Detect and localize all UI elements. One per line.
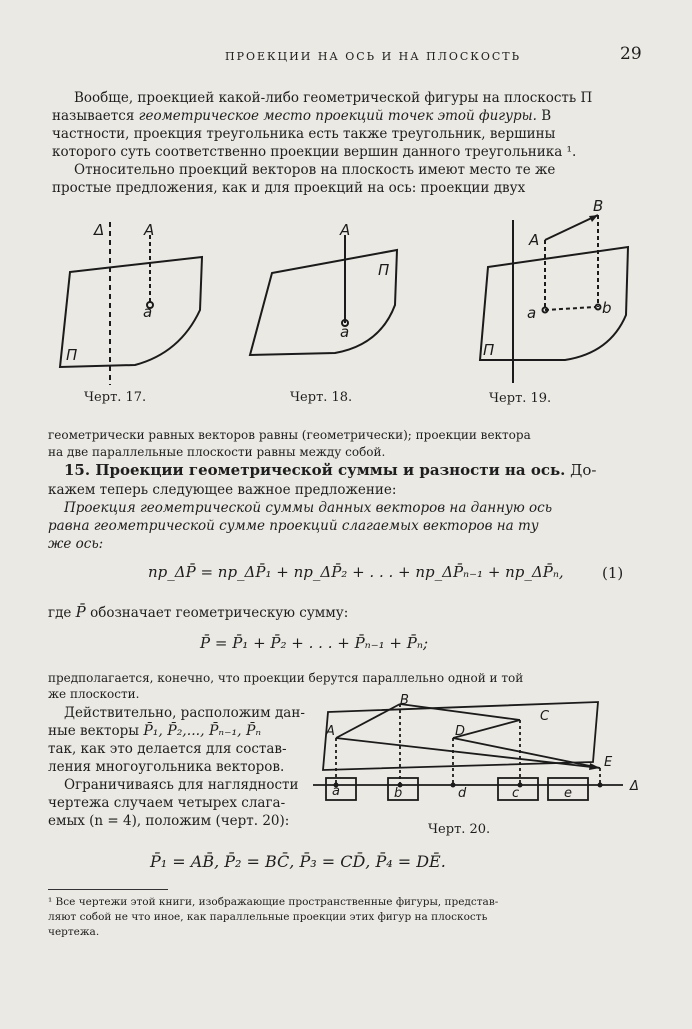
footnote-line1: ¹ Все чертежи этой книги, изображающие пространственные фигуры, представ- <box>48 896 499 908</box>
para2-line1: Относительно проекций векторов на плоскость имеют место те же <box>74 162 556 178</box>
equation-1-number: (1) <box>602 564 624 582</box>
fig17-label-a: a <box>143 303 153 321</box>
fig19-label-B: B <box>593 197 604 215</box>
fig20-label-b: b <box>394 786 403 801</box>
para1-line1: Вообще, проекцией какой-либо геометрической фигуры на плоскость П <box>74 90 593 106</box>
fig19-arrowhead <box>589 215 598 222</box>
para4-line1: предполагается, конечно, что проекции берутся параллельно одной и той <box>48 671 524 685</box>
fig18-plane <box>250 250 397 355</box>
fig20-label-c: c <box>512 786 520 801</box>
section-15-line2: кажем теперь следующее важное предложение: <box>48 482 397 498</box>
fig20-label-a: a <box>332 784 340 799</box>
fig17-label-plane: П <box>66 346 78 364</box>
fig20-box-b <box>388 778 418 800</box>
para2-line2: простые предложения, как и для проекций на ось: проекции двух <box>52 180 526 196</box>
fig20-vector-ab <box>336 704 400 738</box>
figure-20 <box>308 690 658 825</box>
fig20-label-C: C <box>540 709 550 724</box>
fig20-label-e: e <box>564 786 572 801</box>
figures-17-19 <box>40 195 660 410</box>
theorem-line3: же ось: <box>48 536 104 552</box>
section-15-line1: 15. Проекции геометрической суммы и разности на ось. До- <box>64 461 597 479</box>
running-title: ПРОЕКЦИИ НА ОСЬ И НА ПЛОСКОСТЬ <box>225 50 522 63</box>
fig18-label-a: a <box>340 323 350 341</box>
fig20-resultant <box>336 738 600 768</box>
defined-term: геометрическое место проекций точек этой фигуры. <box>138 108 537 124</box>
para6-line2: чертежа случаем четырех слага- <box>48 795 286 811</box>
para5-line3: так, как это делается для состав- <box>48 741 287 757</box>
fig19-label-b: b <box>602 299 612 317</box>
para1-line4: которого суть соответственно проекции вершин данного треугольника ¹. <box>52 144 577 160</box>
fig20-label-A: A <box>326 724 335 739</box>
equation-1: пр_ΔP̄ = пр_ΔP̄₁ + пр_ΔP̄₂ + . . . + пр_ΔP̄ₙ₋₁ + пр_ΔP̄ₙ, <box>148 563 564 581</box>
para1-line3: частности, проекция треугольника есть также треугольник, вершины <box>52 126 556 142</box>
fig20-point-d <box>451 783 456 788</box>
fig20-label-B: B <box>400 693 409 708</box>
fig17-plane <box>60 257 202 367</box>
footnote-line2: ляют собой не что иное, как параллельные проекции этих фигур на плоскость <box>48 911 488 923</box>
fig19-label-A: A <box>529 231 540 249</box>
footnote-rule <box>48 889 168 890</box>
fig19-caption: Черт. 19. <box>489 391 552 406</box>
footnote-line3: чертежа. <box>48 926 100 938</box>
fig19-vector-ab <box>545 215 598 240</box>
para5-line2: ные векторы P̄₁, P̄₂,..., P̄ₙ₋₁, P̄ₙ <box>48 723 262 739</box>
fig18-label-plane: П <box>378 261 390 279</box>
fig17-label-A: A <box>144 221 155 239</box>
sum-symbol: P̄ <box>75 603 86 621</box>
page-number: 29 <box>620 44 642 64</box>
fig20-caption: Черт. 20. <box>428 822 491 837</box>
para5-line1: Действительно, расположим дан- <box>64 705 305 721</box>
fig20-point-e <box>598 783 603 788</box>
para6-line3: емых (n = 4), положим (черт. 20): <box>48 813 290 829</box>
fig20-label-d: d <box>458 786 467 801</box>
para1-line2: называется геометрическое место проекций точек этой фигуры. В <box>52 108 552 124</box>
fig20-box-a <box>326 778 356 800</box>
fig17-caption: Черт. 17. <box>84 390 147 405</box>
fig18-caption: Черт. 18. <box>290 390 353 405</box>
para4-line2: же плоскости. <box>48 687 140 701</box>
fig19-label-plane: П <box>483 341 495 359</box>
equation-2: P̄ = P̄₁ + P̄₂ + . . . + P̄ₙ₋₁ + P̄ₙ; <box>200 634 428 652</box>
fig20-label-E: E <box>604 755 613 770</box>
fig19-label-a: a <box>527 304 537 322</box>
fig20-label-D: D <box>455 724 466 739</box>
equation-3: P̄₁ = AB̄, P̄₂ = BC̄, P̄₃ = CD̄, P̄₄ = DĒ. <box>150 852 446 871</box>
vector-list: P̄₁, P̄₂,..., P̄ₙ₋₁, P̄ₙ <box>143 723 262 739</box>
theorem-line1: Проекция геометрической суммы данных векторов на данную ось <box>64 500 553 516</box>
theorem-line2: равна геометрической сумме проекций слагаемых векторов на ту <box>48 518 539 534</box>
fig17-label-delta: Δ <box>94 221 105 239</box>
fig18-label-A: A <box>340 221 351 239</box>
para6-line1: Ограничиваясь для наглядности <box>64 777 299 793</box>
para5-line4: ления многоугольника векторов. <box>48 759 285 775</box>
para3-line2: на две параллельные плоскости равны между собой. <box>48 445 386 459</box>
where-line: где P̄ обозначает геометрическую сумму: <box>48 603 349 621</box>
fig20-label-delta: Δ <box>630 779 639 794</box>
fig19-projected-vector <box>545 307 595 310</box>
para3-line1: геометрически равных векторов равны (геометрически); проекции вектора <box>48 428 531 442</box>
fig20-arrowhead <box>589 763 600 770</box>
section-title: 15. Проекции геометрической суммы и разности на ось. <box>64 461 566 479</box>
